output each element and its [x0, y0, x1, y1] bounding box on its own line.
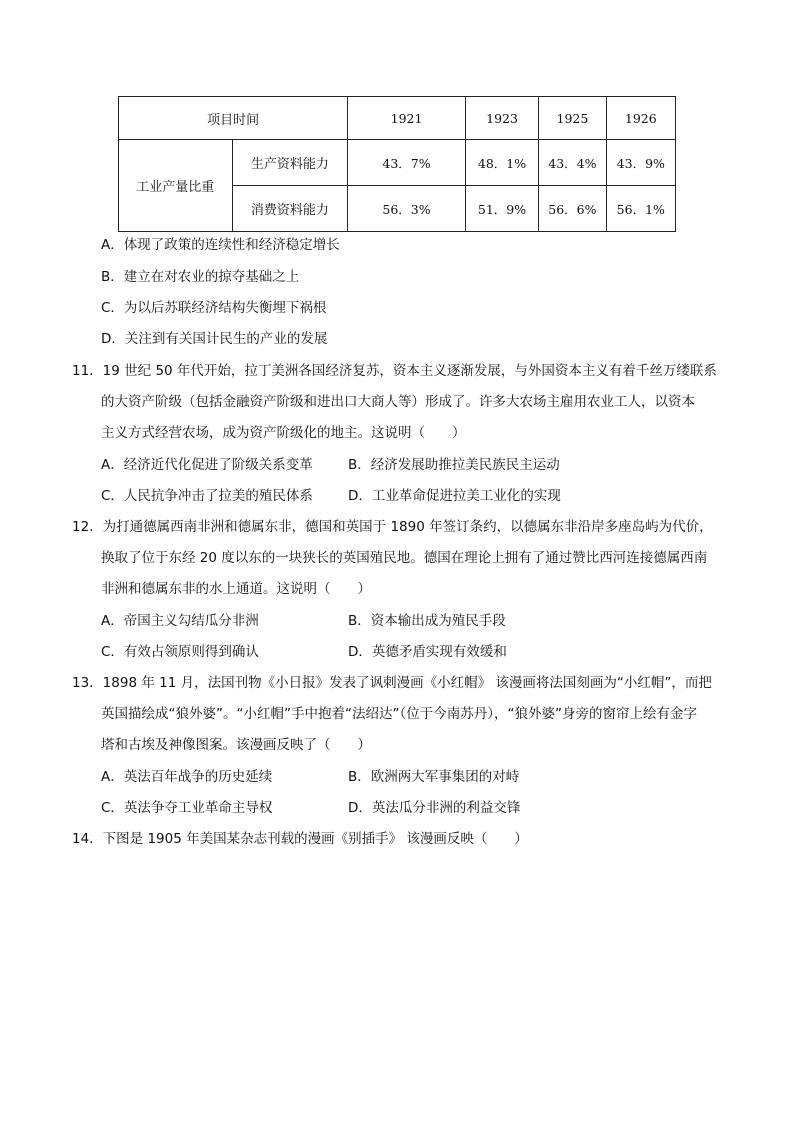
row-label: 消费资料能力 — [232, 186, 348, 232]
q12-option-a: A．帝国主义勾结瓜分非洲 — [101, 613, 259, 629]
q12-option-d: D．英德矛盾实现有效缓和 — [348, 644, 507, 660]
table-cell: 43．4% — [539, 140, 606, 186]
q12-stem-line: 12．为打通德属西南非洲和德属东非，德国和英国于 1890 年签订条约，以德属东非沿岸多座岛屿为代价， — [72, 519, 713, 535]
q12-option-c: C．有效占领原则得到确认 — [101, 644, 259, 660]
table-header-row — [119, 97, 676, 140]
q13-option-c: C．英法争夺工业革命主导权 — [101, 800, 273, 816]
q14-stem-line: 14．下图是 1905 年美国某杂志刊载的漫画《别插手》 该漫画反映（ ） — [72, 831, 528, 847]
row-label: 生产资料能力 — [232, 140, 348, 186]
industry-ratio-table — [118, 96, 676, 232]
q13-option-d: D．英法瓜分非洲的利益交锋 — [348, 800, 521, 816]
header-year: 1921 — [348, 97, 466, 140]
header-year: 1926 — [606, 97, 675, 140]
header-year: 1925 — [539, 97, 606, 140]
table-cell: 56．6% — [539, 186, 606, 232]
table-cell: 51．9% — [465, 186, 538, 232]
table-row — [119, 140, 676, 186]
q10-option-c: C．为以后苏联经济结构失衡埋下祸根 — [101, 300, 327, 316]
table-cell: 56．3% — [348, 186, 466, 232]
table-cell: 43．9% — [606, 140, 675, 186]
q13-option-b: B．欧洲两大军事集团的对峙 — [348, 769, 520, 785]
q11-stem-line: 11．19 世纪 50 年代开始，拉丁美洲各国经济复苏，资本主义逐渐发展，与外国资本主义有着千丝万缕联系 — [72, 363, 717, 379]
q10-option-a: A．体现了政策的连续性和经济稳定增长 — [101, 237, 340, 253]
q13-stem-line: 英国描绘成“狼外婆”。“小红帽”手中抱着“法绍达”（位于今南苏丹），“狼外婆”身旁的窗帘上绘有金字 — [101, 706, 697, 722]
q13-stem-line: 13．1898 年 11 月，法国刊物《小日报》发表了讽刺漫画《小红帽》 该漫画将法国刻画为“小红帽”，而把 — [72, 675, 712, 691]
q13-stem-line: 塔和古埃及神像图案。该漫画反映了（ ） — [101, 737, 371, 753]
q11-option-a: A．经济近代化促进了阶级关系变革 — [101, 457, 313, 473]
header-item-time: 项目时间 — [119, 97, 348, 140]
q11-option-d: D．工业革命促进拉美工业化的实现 — [348, 488, 561, 504]
q10-option-b: B．建立在对农业的掠夺基础之上 — [101, 269, 300, 285]
q11-stem-line: 的大资产阶级（包括金融资产阶级和进出口大商人等）形成了。许多大农场主雇用农业工人，以资本 — [101, 394, 695, 410]
q12-stem-line: 非洲和德属东非的水上通道。这说明（ ） — [101, 581, 371, 597]
q11-option-c: C．人民抗争冲击了拉美的殖民体系 — [101, 488, 313, 504]
q12-option-b: B．资本输出成为殖民手段 — [348, 613, 506, 629]
q13-option-a: A．英法百年战争的历史延续 — [101, 769, 273, 785]
q10-option-d: D．关注到有关国计民生的产业的发展 — [101, 331, 328, 347]
row-group-label: 工业产量比重 — [119, 140, 233, 232]
q11-option-b: B．经济发展助推拉美民族民主运动 — [348, 457, 560, 473]
table-cell: 56．1% — [606, 186, 675, 232]
table-cell: 48．1% — [465, 140, 538, 186]
q12-stem-line: 换取了位于东经 20 度以东的一块狭长的英国殖民地。德国在理论上拥有了通过赞比西河连接德属西南 — [101, 550, 708, 566]
table-cell: 43．7% — [348, 140, 466, 186]
q11-stem-line: 主义方式经营农场，成为资产阶级化的地主。这说明（ ） — [101, 425, 466, 441]
header-year: 1923 — [465, 97, 538, 140]
